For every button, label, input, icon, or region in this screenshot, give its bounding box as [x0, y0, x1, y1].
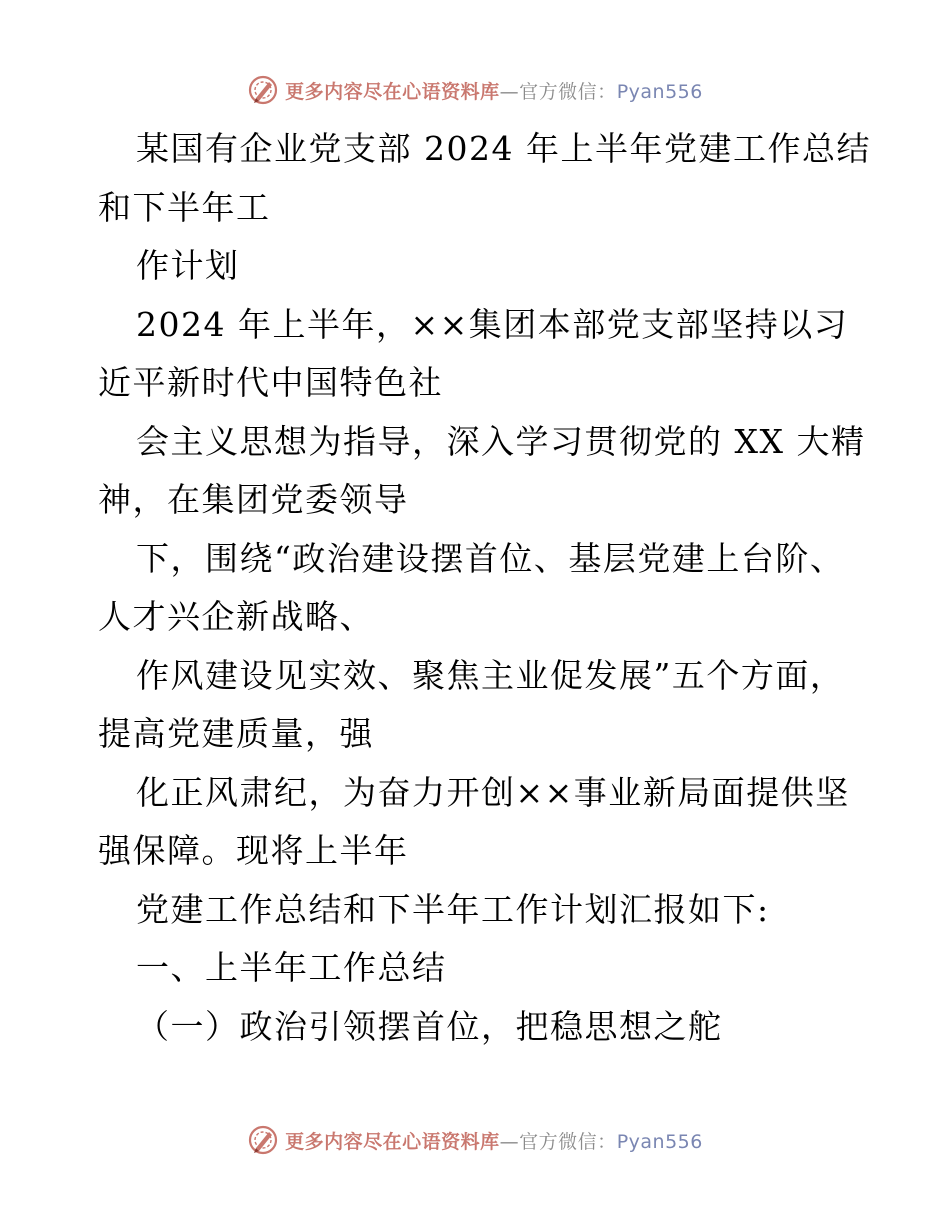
header-watermark	[0, 74, 950, 106]
watermark-wechat-label: 官方微信：	[519, 1130, 617, 1153]
watermark-wechat-id: Pyan556	[616, 1130, 703, 1153]
pen-logo-icon	[247, 1124, 279, 1156]
title-line-1: 某国有企业党支部 2024 年上半年党建工作总结	[136, 129, 871, 168]
watermark-wechat-label: 官方微信：	[519, 80, 617, 103]
watermark-wechat-id: Pyan556	[616, 80, 703, 103]
watermark-dash: —	[499, 80, 520, 103]
paragraph-line: 神，在集团党委领导	[98, 480, 409, 519]
paragraph-line: 近平新时代中国特色社	[98, 363, 443, 402]
footer-watermark	[0, 1124, 950, 1156]
watermark-main-text: 更多内容尽在心语资料库	[285, 80, 500, 103]
section-heading: 一、上半年工作总结	[136, 948, 447, 987]
title-line-3: 作计划	[136, 246, 240, 285]
watermark-dash: —	[499, 1130, 520, 1153]
pen-logo-icon	[247, 74, 279, 106]
paragraph-line: 2024 年上半年，××集团本部党支部坚持以习	[136, 304, 849, 344]
title-line-2: 和下半年工	[98, 187, 271, 227]
paragraph-line: 强保障。现将上半年	[98, 831, 409, 870]
document-body	[98, 120, 871, 1056]
paragraph-line: 人才兴企新战略、	[98, 597, 374, 636]
paragraph-line: 下，围绕“政治建设摆首位、基层党建上台阶、	[136, 538, 845, 578]
paragraph-line: 党建工作总结和下半年工作计划汇报如下:	[136, 889, 770, 929]
watermark-main-text: 更多内容尽在心语资料库	[285, 1130, 500, 1153]
paragraph-line: 会主义思想为指导，深入学习贯彻党的 XX 大精	[136, 421, 866, 461]
paragraph-line: 提高党建质量，强	[98, 714, 374, 753]
paragraph-line: 作风建设见实效、聚焦主业促发展”五个方面，	[136, 655, 845, 695]
subsection-heading: （一）政治引领摆首位，把稳思想之舵	[136, 1006, 723, 1046]
paragraph-line: 化正风肃纪，为奋力开创××事业新局面提供坚	[136, 772, 850, 812]
